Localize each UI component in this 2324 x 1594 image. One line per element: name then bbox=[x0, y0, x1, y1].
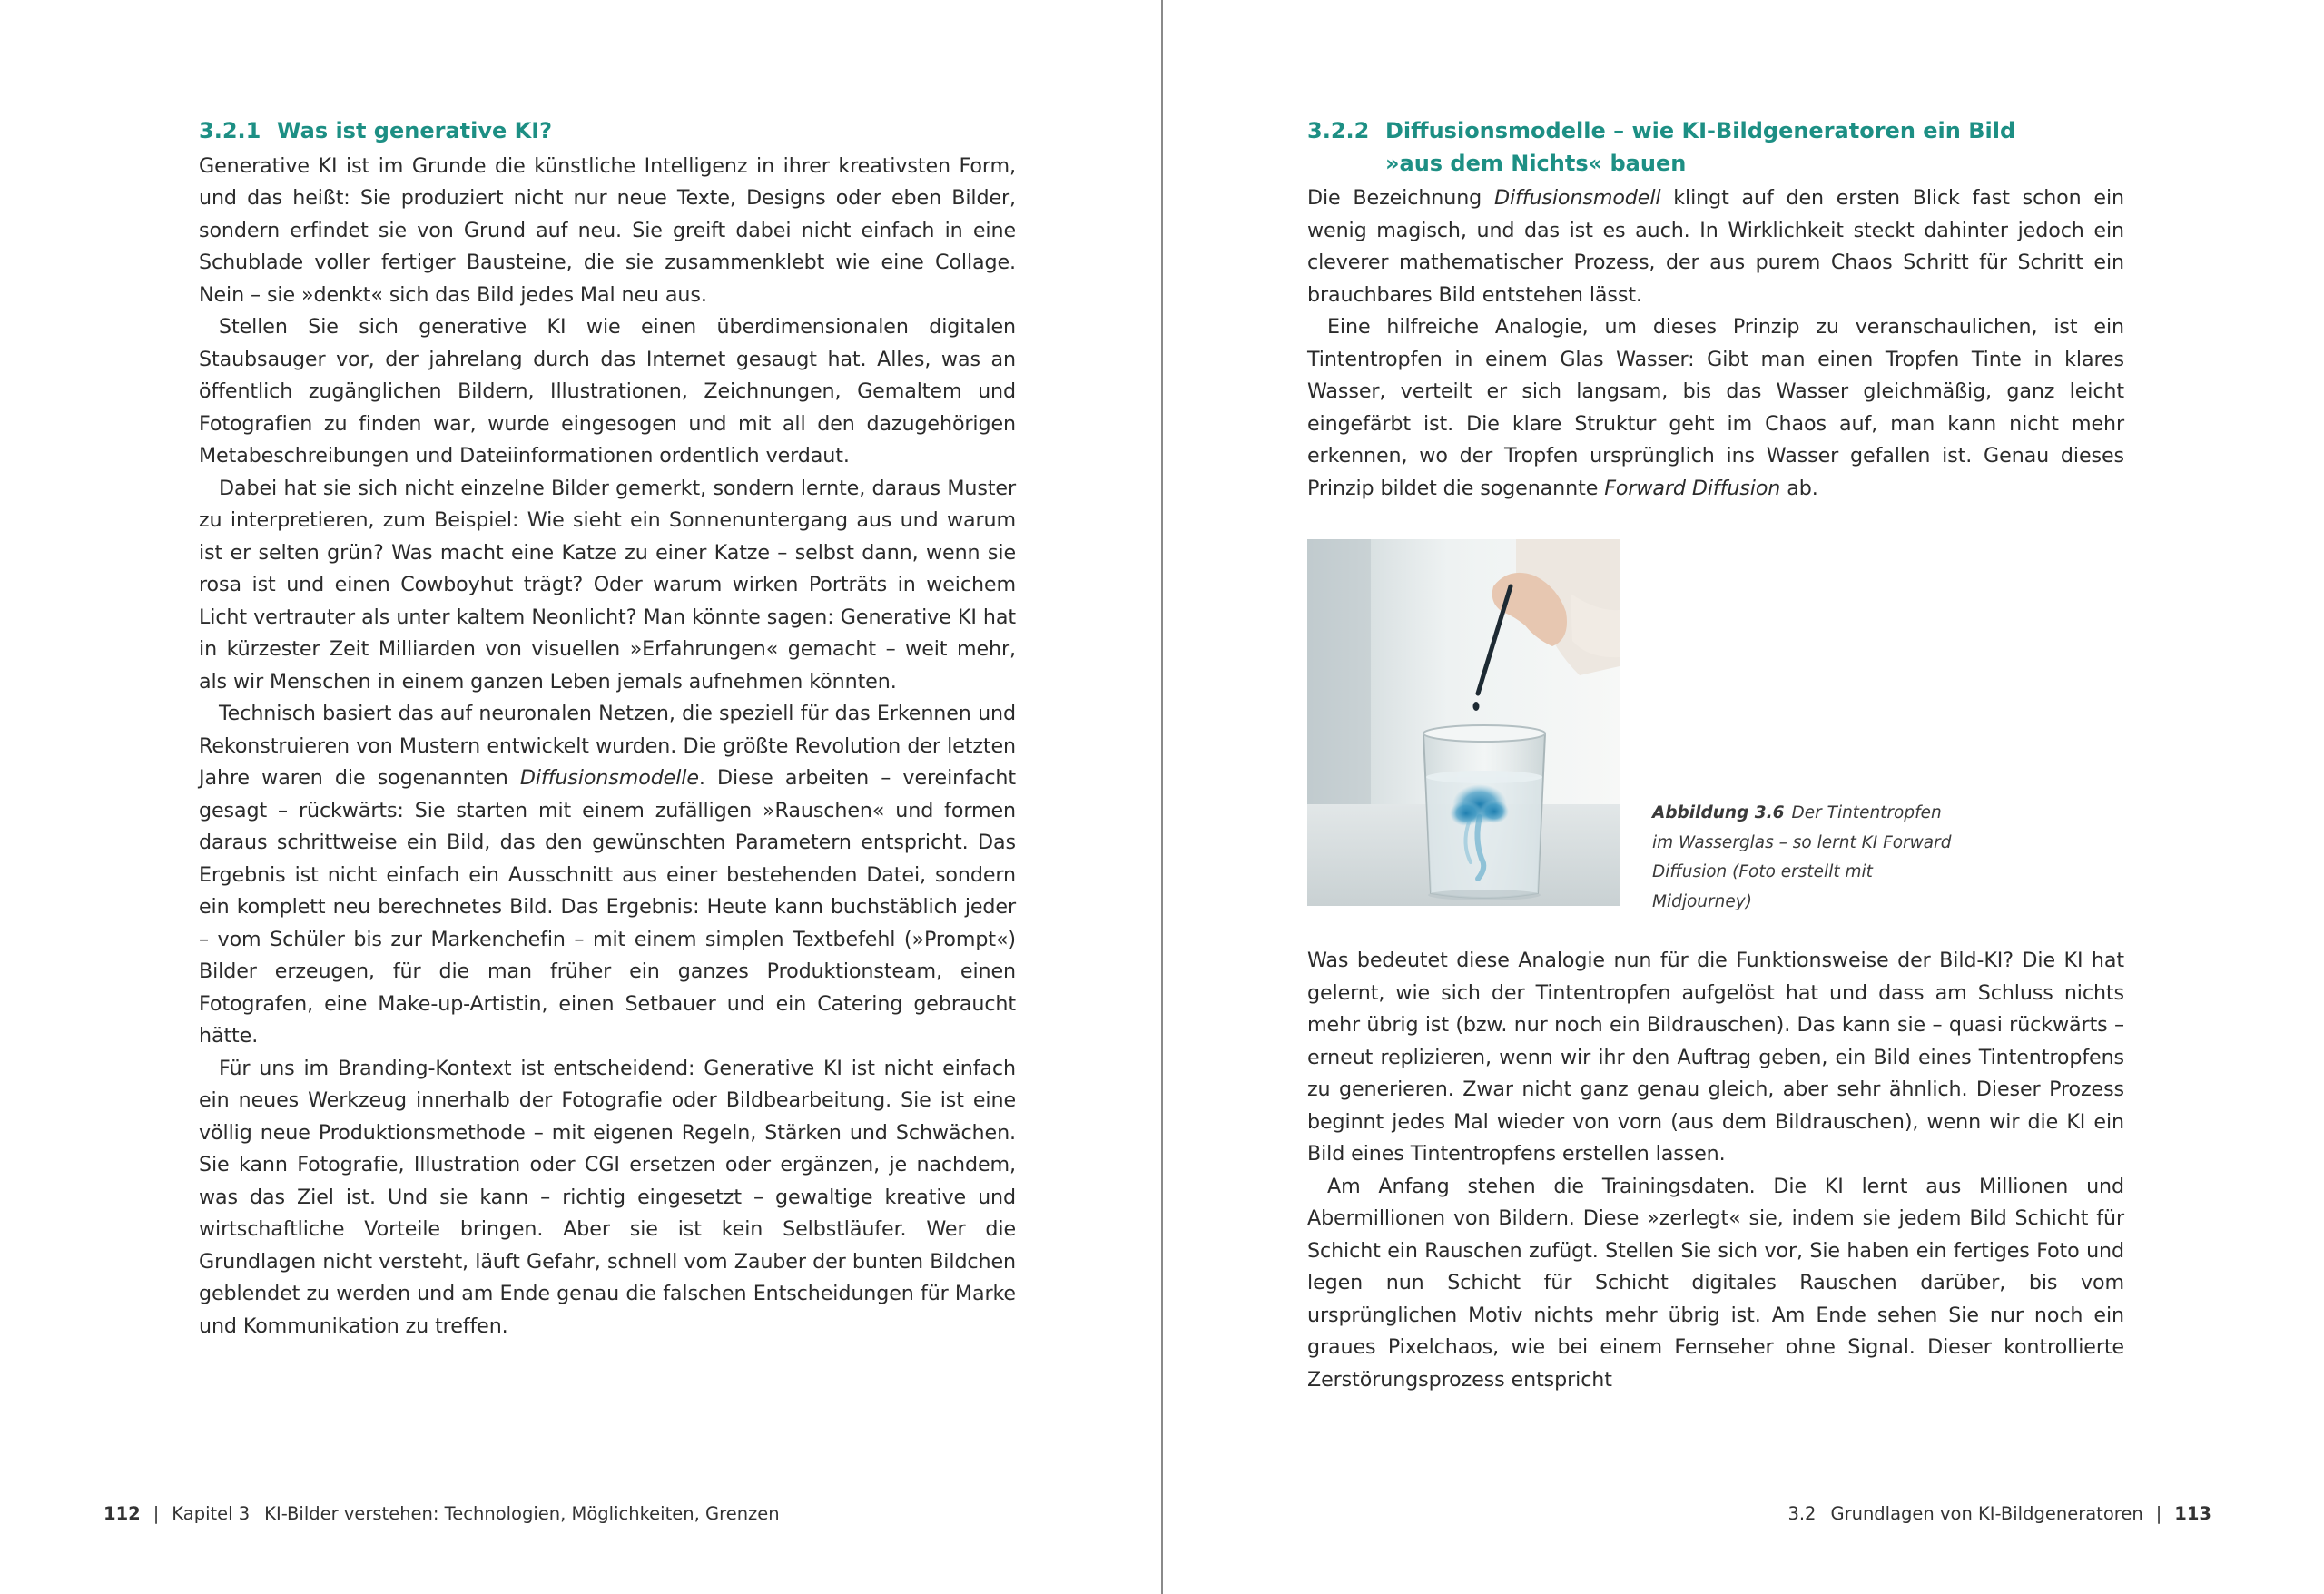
ink-drop-in-water-glass-photo bbox=[1307, 539, 1620, 906]
left-page bbox=[0, 0, 1161, 1594]
section-number: 3.2.1 bbox=[199, 118, 261, 143]
page-footer-right bbox=[1787, 1503, 2211, 1524]
section-title: Was ist generative KI? bbox=[277, 118, 553, 143]
page-footer-left bbox=[103, 1503, 780, 1524]
right-text-block bbox=[1307, 115, 2124, 1396]
ink-drop-illustration bbox=[1307, 539, 1620, 906]
paragraph-3: Was bedeutet diese Analogie nun für die Funktionsweise der Bild-KI? Die KI hat gelernt, wie sich der Tintentropfen aufgelöst hat und dass am Schluss nichts mehr übrig ist (bzw. nur noch ein Bildrauschen). Das kann sie – quasi rückwärts – erneut replizieren, wenn wir ihr den Auftrag geben, ein Bild eines Tintentropfens zu generieren. Zwar nicht ganz genau gleich, aber sehr ähnlich. Dieser Prozess beginnt jedes Mal wieder von vorn (aus dem Bildrauschen), wenn wir die KI ein Bild eines Tintentropfens erstellen lassen. bbox=[1307, 949, 2124, 1166]
footer-section: 3.2 bbox=[1787, 1503, 1817, 1524]
section-heading-3-2-1 bbox=[199, 115, 1016, 148]
section-title bbox=[1385, 115, 2124, 180]
left-text-block bbox=[199, 115, 1016, 1343]
right-page bbox=[1163, 0, 2324, 1594]
footer-separator: | bbox=[2155, 1503, 2162, 1524]
footer-section-title: Grundlagen von KI-Bildgeneratoren bbox=[1830, 1503, 2143, 1524]
figure-caption bbox=[1652, 799, 1952, 917]
paragraph-2 bbox=[1307, 311, 2124, 505]
paragraph-1-text-a: Die Bezeichnung bbox=[1307, 186, 1494, 210]
figure-caption-text: Der Tintentropfen im Wasserglas – so lernt KI Forward Diffusion (Foto erstellt mit Midjourney) bbox=[1652, 803, 1952, 911]
paragraph-1 bbox=[1307, 182, 2124, 311]
paragraph-2-italic: Forward Diffusion bbox=[1604, 476, 1781, 500]
page-number: 113 bbox=[2174, 1503, 2211, 1524]
section-title-line-2: »aus dem Nichts« bauen bbox=[1385, 150, 1687, 176]
paragraph-2-text-a: Eine hilfreiche Analogie, um dieses Prinzip zu veranschaulichen, ist ein Tintentropfen in einem Glas Wasser: Gibt man einen Tropfen Tinte in klares Wasser, verteilt er sich langsam, bis das Wasser gleichmäßig, ganz leicht eingefärbt ist. Die klare Struktur geht im Chaos auf, man kann nicht mehr erkennen, wo der Tropfen ursprünglich ins Wasser gefallen ist. Genau dieses Prinzip bildet die sogenannte bbox=[1307, 315, 2124, 500]
paragraph-3: Dabei hat sie sich nicht einzelne Bilder gemerkt, sondern lernte, daraus Muster zu interpretieren, zum Beispiel: Wie sieht ein Sonnenuntergang aus und warum ist er selten grün? Was macht eine Katze zu einer Katze – selbst dann, wenn sie rosa ist und einen Cowboyhut trägt? Oder warum wirken Porträts in weichem Licht vertrauter als unter kaltem Neonlicht? Man könnte sagen: Generative KI hat in kürzester Zeit Milliarden von visuellen »Erfahrungen« gemacht – weit mehr, als wir Menschen in einem ganzen Leben jemals aufnehmen könnten. bbox=[199, 476, 1016, 694]
page-number: 112 bbox=[103, 1503, 141, 1524]
paragraph-1-text-b: klingt auf den ersten Blick fast schon ein wenig magisch, und das ist es auch. In Wirklichkeit steckt dahinter jedoch ein cleverer mathematischer Prozess, der aus purem Chaos Schritt für Schritt ein brauchbares Bild entstehen lässt. bbox=[1307, 186, 2124, 307]
paragraph-4-text-a: Technisch basiert das auf neuronalen Netzen, die speziell für das Erkennen und Rekonstruieren von Mustern entwickelt wurden. Die größte Revolution der letzten Jahre waren die sogenannten bbox=[199, 702, 1016, 790]
footer-chapter: Kapitel 3 bbox=[172, 1503, 251, 1524]
paragraph-2-text-b: ab. bbox=[1780, 476, 1818, 500]
paragraph-4: Am Anfang stehen die Trainingsdaten. Die KI lernt aus Millionen und Abermillionen von Bildern. Diese »zerlegt« sie, indem sie jedem Bild Schicht für Schicht ein Rauschen zufügt. Stellen Sie sich vor, Sie haben ein fertiges Foto und legen nun Schicht für Schicht digitales Rauschen darüber, bis vom ursprünglichen Motiv nichts mehr übrig ist. Am Ende sehen Sie nur noch ein graues Pixelchaos, wie bei einem Fernseher ohne Signal. Dieser kontrollierte Zerstörungsprozess entspricht bbox=[1307, 1174, 2124, 1392]
paragraph-5: Für uns im Branding-Kontext ist entscheidend: Generative KI ist nicht einfach ein neues Werkzeug innerhalb der Fotografie oder Bildbearbeitung. Sie ist eine völlig neue Produktionsmethode – mit eigenen Regeln, Stärken und Schwächen. Sie kann Fotografie, Illustration oder CGI ersetzen oder ergänzen, je nachdem, was das Ziel ist. Und sie kann – richtig eingesetzt – gewaltige kreative und wirtschaftliche Vorteile bringen. Aber sie ist kein Selbstläufer. Wer die Grundlagen nicht versteht, läuft Gefahr, schnell vom Zauber der bunten Bildchen geblendet zu werden und am Ende genau die falschen Entscheidungen für Marke und Kommunikation zu treffen. bbox=[199, 1056, 1016, 1338]
section-heading-3-2-2 bbox=[1307, 115, 2124, 180]
figure-3-6 bbox=[1307, 539, 2124, 911]
section-number: 3.2.2 bbox=[1307, 118, 1370, 143]
footer-separator: | bbox=[153, 1503, 160, 1524]
paragraph-1: Generative KI ist im Grunde die künstliche Intelligenz in ihrer kreativsten Form, und das heißt: Sie produziert nicht nur neue Texte, Designs oder eben Bilder, sondern erfindet sie von Grund auf neu. Sie greift dabei nicht einfach in eine Schublade voller fertiger Bausteine, die sie zusammenklebt wie eine Collage. Nein – sie »denkt« sich das Bild jedes Mal neu aus. bbox=[199, 153, 1016, 307]
footer-chapter-title: KI-Bilder verstehen: Technologien, Möglichkeiten, Grenzen bbox=[264, 1503, 780, 1524]
paragraph-2: Stellen Sie sich generative KI wie einen überdimensionalen digitalen Staubsauger vor, der jahrelang durch das Internet gesaugt hat. Alles, was an öffentlich zugänglichen Bildern, Illustrationen, Zeichnungen, Gemaltem und Fotografien zu finden war, wurde eingesogen und mit all den dazugehörigen Metabeschreibungen und Dateiinformationen ordentlich verdaut. bbox=[199, 315, 1016, 467]
paragraph-4-italic: Diffusionsmodelle bbox=[519, 766, 699, 790]
paragraph-4 bbox=[199, 698, 1016, 1053]
paragraph-1-italic: Diffusionsmodell bbox=[1493, 186, 1661, 210]
figure-label: Abbildung 3.6 bbox=[1652, 803, 1785, 822]
paragraph-4-text-b: . Diese arbeiten – vereinfacht gesagt – rückwärts: Sie starten mit einem zufälligen »Rauschen« und formen daraus schrittweise ein Bild, das den gewünschten Parametern entspricht. Das Ergebnis ist nicht einfach ein Ausschnitt aus einer bestehenden Datei, sondern ein komplett neu berechnetes Bild. Das Ergebnis: Heute kann buchstäblich jeder – vom Schüler bis zur Markenchefin – mit einem simplen Textbefehl (»Prompt«) Bilder erzeugen, für die man früher ein ganzes Produktionsteam, einen Fotografen, eine Make-up-Artistin, einen Setbauer und ein Catering gebraucht hätte. bbox=[199, 766, 1016, 1048]
section-title-line-1: Diffusionsmodelle – wie KI-Bildgeneratoren ein Bild bbox=[1385, 118, 2016, 143]
